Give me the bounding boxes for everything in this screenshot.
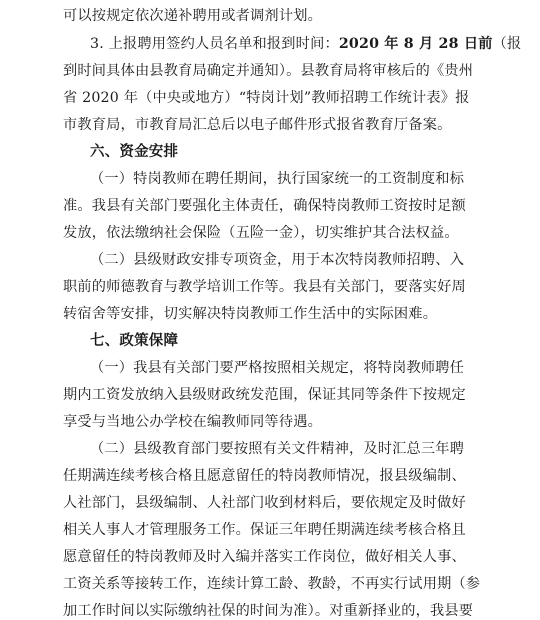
text-line: 任期满连续考核合格且愿意留任的特岗教师情况，报县级编制、 (63, 468, 466, 484)
deadline-text: 2020 年 8 月 28 日前 (338, 36, 493, 52)
text-line: 准。我县有关部门要强化主体责任，确保特岗教师工资按时足额 (63, 198, 466, 214)
text-line (90, 35, 521, 53)
text-line: （一）特岗教师在聘任期间，执行国家统一的工资制度和标 (90, 171, 465, 187)
text-line: 发放，依法缴纳社会保险（五险一金），切实维护其合法权益。 (63, 225, 459, 241)
text-line: 职前的师德教育与教学培训工作等。我县有关部门，要落实好周 (63, 279, 466, 295)
text-line: （一）我县有关部门要严格按照相关规定，将特岗教师聘任 (90, 360, 465, 376)
text-line: 可以按规定依次递补聘用或者调剂计划。 (63, 8, 322, 24)
text-line: 愿意留任的特岗教师及时入编并落实工作岗位，做好相关人事、 (63, 549, 466, 565)
text-line: 转宿舍等安排，切实解决特岗教师工作生活中的实际困难。 (63, 306, 438, 322)
text-line: 工资关系等接转工作，连续计算工龄、教龄，不再实行试用期（参 (63, 576, 481, 592)
text-line: 期内工资发放纳入县级财政统发范围，保证其同等条件下按规定 (63, 387, 466, 403)
text-line: 加工作时间以实际缴纳社保的时间为准）。对重新择业的，我县要 (63, 603, 474, 619)
text-segment: 3. 上报聘用签约人员名单和报到时间： (90, 36, 339, 52)
section-heading: 六、资金安排 (90, 144, 179, 160)
text-line: 市教育局，市教育局汇总后以电子邮件形式报省教育厅备案。 (63, 117, 452, 133)
text-line: （二）县级教育部门要按照有关文件精神，及时汇总三年聘 (90, 441, 465, 457)
text-segment: （报 (492, 36, 522, 52)
text-line: 到时间具体由县教育局确定并通知）。县教育局将审核后的《贵州 (63, 63, 474, 79)
text-line: 省 2020 年（中央或地方）“特岗计划”教师招聘工作统计表》报 (63, 90, 470, 106)
text-line: 享受与当地公办学校在编教师同等待遇。 (63, 414, 322, 430)
text-line: （二）县级财政安排专项资金，用于本次特岗教师招聘、入 (90, 252, 465, 268)
section-heading: 七、政策保障 (90, 333, 179, 349)
text-line: 人社部门，县级编制、人社部门收到材料后，要依规定及时做好 (63, 495, 466, 511)
text-line: 相关人事人才管理服务工作。保证三年聘任期满连续考核合格且 (63, 522, 466, 538)
